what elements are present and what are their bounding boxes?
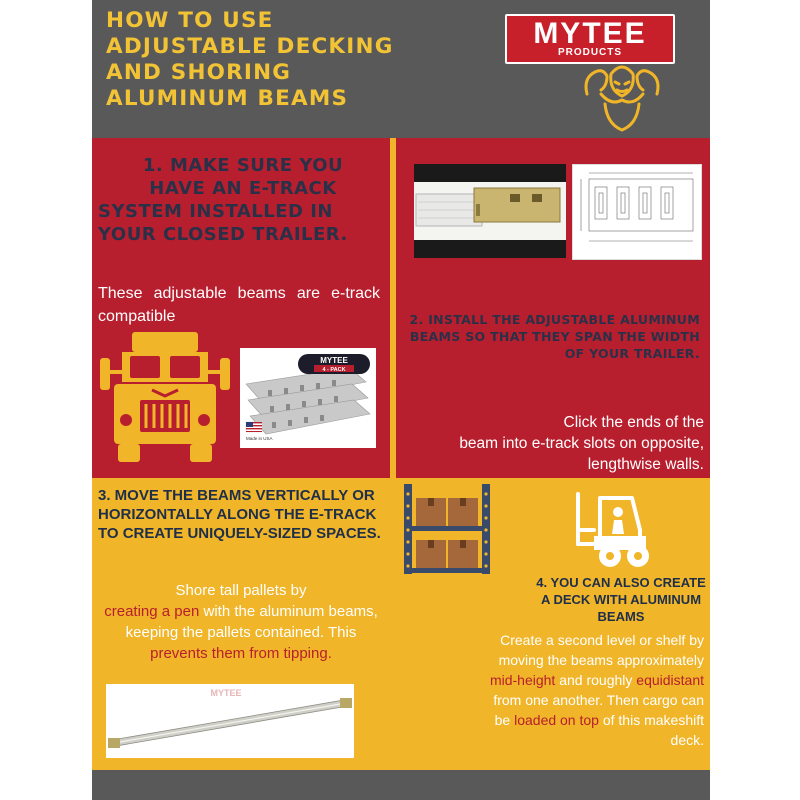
step1-heading-line: HAVE AN E-TRACK <box>149 178 337 199</box>
long-beam-photo <box>106 684 354 758</box>
center-divider <box>390 138 396 770</box>
step4-highlight: loaded on top <box>514 712 599 728</box>
shelving-icon <box>402 484 492 574</box>
made-in-usa: Made in USA <box>246 436 273 441</box>
step2-panel <box>396 138 710 478</box>
beam-end-photo <box>414 164 566 258</box>
step2-paragraph-line: lengthwise walls. <box>587 456 704 473</box>
title-line: ALUMINUM BEAMS <box>106 86 349 111</box>
step4-text: Create a second level or shelf by moving the beams approximately <box>498 632 704 668</box>
step1-panel <box>92 138 390 478</box>
photo-badge: MYTEE <box>320 356 348 365</box>
photo-watermark: MYTEE <box>210 688 242 698</box>
step4-text: and roughly <box>555 672 637 688</box>
step2-paragraph-line: Click the ends of the <box>563 414 704 431</box>
step2-heading: 2. INSTALL THE ADJUSTABLE ALUMINUM BEAMS SO THAT THEY SPAN THE WIDTH OF YOUR TRAILER. <box>409 312 700 361</box>
step3-heading: 3. MOVE THE BEAMS VERTICALLY OR HORIZONTALLY ALONG THE E-TRACK TO CREATE UNIQUELY-SIZED SPACES. <box>98 487 381 542</box>
step4-panel <box>396 478 710 770</box>
step1-heading-line: SYSTEM INSTALLED IN <box>98 201 333 222</box>
step3-paragraph <box>98 580 384 664</box>
step3-text: with the aluminum beams, keeping the pallets contained. This <box>125 603 378 641</box>
step2-paragraph <box>396 412 704 475</box>
header <box>92 0 710 138</box>
page-title <box>106 8 394 112</box>
footer-bar <box>92 770 710 800</box>
logo-sub: PRODUCTS <box>557 47 623 58</box>
truck-icon <box>100 330 230 466</box>
usa-flag-icon <box>246 422 262 432</box>
step4-highlight: equidistant <box>636 672 704 688</box>
step3-panel <box>92 478 390 770</box>
title-line: HOW TO USE <box>106 8 274 33</box>
step1-heading-line: 1. MAKE SURE YOU <box>142 155 344 176</box>
etrack-product-photo <box>240 348 376 448</box>
step4-text: from one another. Then cargo can be <box>493 692 704 728</box>
technical-drawing <box>572 164 702 260</box>
title-line: AND SHORING <box>106 60 292 85</box>
infographic <box>92 0 710 800</box>
step4-highlight: mid-height <box>489 672 556 688</box>
forklift-icon <box>566 490 656 570</box>
step3-highlight: prevents them from tipping. <box>150 645 332 662</box>
step3-text: Shore tall pallets by <box>175 582 307 599</box>
brand-logo <box>505 14 675 134</box>
photo-pack: 4 - PACK <box>322 367 346 373</box>
step4-heading: 4. YOU CAN ALSO CREATE A DECK WITH ALUMINUM BEAMS <box>536 575 706 624</box>
step3-highlight: creating a pen <box>104 603 200 620</box>
step1-heading-line: YOUR CLOSED TRAILER. <box>98 224 348 245</box>
step2-paragraph-line: beam into e-track slots on opposite, <box>459 435 704 452</box>
strongman-icon <box>577 54 667 134</box>
step1-paragraph: These adjustable beams are e-track compatible <box>98 285 380 325</box>
step1-heading <box>98 154 388 246</box>
step4-paragraph <box>486 630 704 750</box>
logo-brand: MYTEE <box>533 17 647 50</box>
step4-text: of this makeshift deck. <box>598 712 704 748</box>
title-line: ADJUSTABLE DECKING <box>106 34 394 59</box>
